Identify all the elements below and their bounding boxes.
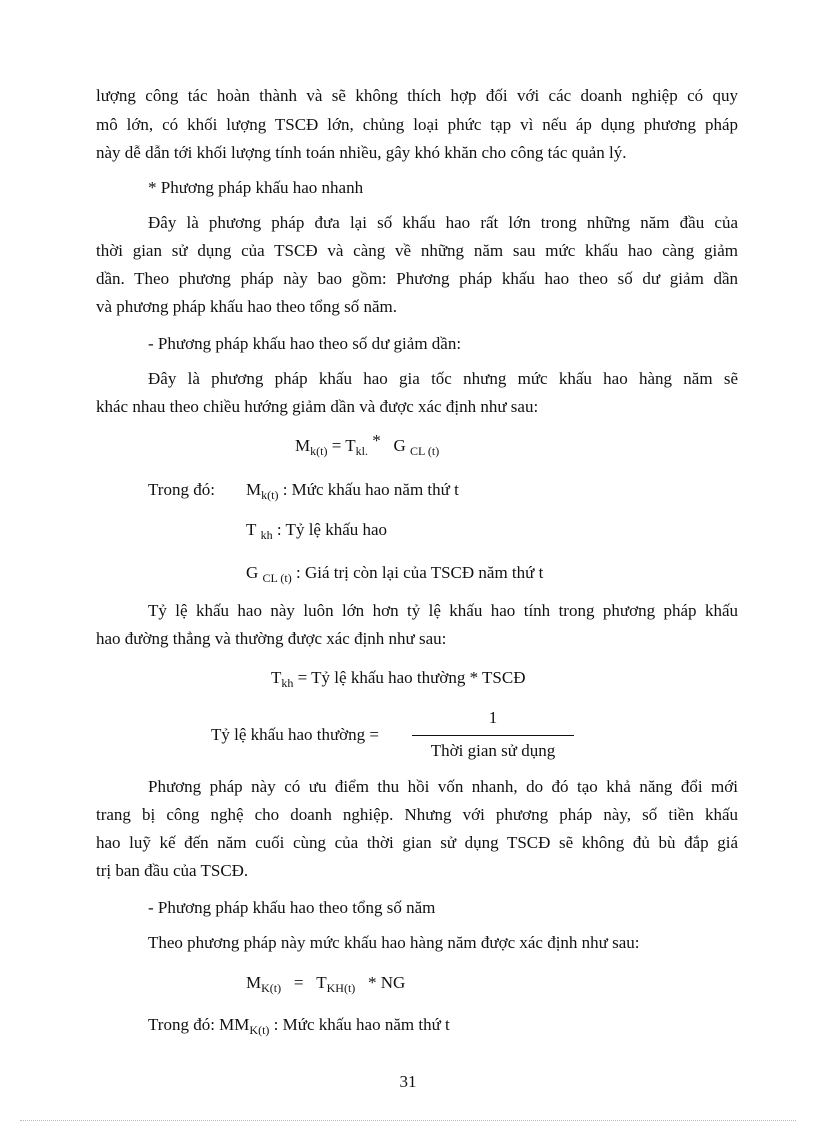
definition-m-sum: Trong đó: $MM_{K(t)}$ : Mức khấu hao năm thứ t	[148, 1015, 450, 1037]
paragraph-line: trang bị công nghệ cho doanh nghiệp. Nhưng với phương pháp này, số tiền khấu	[96, 805, 738, 824]
paragraph-line: này dễ dẫn tới khối lượng tính toán nhiều, gây khó khăn cho công tác quản lý.	[96, 143, 627, 162]
fraction-bar	[412, 735, 574, 736]
paragraph-line: hao luỹ kế đến năm cuối cùng của thời gian sử dụng TSCĐ sẽ không đủ bù đắp giá	[96, 833, 738, 852]
paragraph-line: hao đường thẳng và thường được xác định như sau:	[96, 629, 447, 648]
fraction-numerator: 1	[488, 708, 498, 727]
definition-m: $M_{k(t)}$ : Mức khấu hao năm thứ t	[246, 480, 459, 502]
paragraph-line: Đây là phương pháp đưa lại số khấu hao rất lớn trong những năm đầu của	[148, 213, 738, 232]
paragraph-line: Đây là phương pháp khấu hao gia tốc nhưng mức khấu hao hàng năm sẽ	[148, 369, 738, 388]
subsection-heading: - Phương pháp khấu hao theo tổng số năm	[148, 898, 436, 917]
definition-t: T $_{kh}$ : Tỷ lệ khấu hao	[246, 520, 388, 542]
definition-g: G $_{CL (t)}$ : Giá trị còn lại của TSCĐ năm thứ t	[246, 563, 544, 585]
paragraph-line: mô lớn, có khối lượng TSCĐ lớn, chủng loại phức tạp vì nếu áp dụng phương pháp	[96, 115, 738, 134]
paragraph-line: Tỷ lệ khấu hao này luôn lớn hơn tỷ lệ khấu hao tính trong phương pháp khấu	[148, 601, 738, 620]
paragraph-line: dần. Theo phương pháp này bao gồm: Phương pháp khấu hao theo số dư giảm dần	[96, 269, 738, 288]
formula-declining-balance: $M_{k(t)} = T_{kl.}$ * G $_{CL (t)}$	[295, 431, 440, 458]
formula-sum-of-years: $M_{K(t)}$ = $T_{KH(t)}$ * NG	[246, 973, 406, 995]
fraction-denominator: Thời gian sử dụng	[430, 741, 556, 760]
formula-normal-rate-lhs: Tỷ lệ khấu hao thường =	[211, 725, 380, 744]
formula-rate: $T_{kh}$ = Tỷ lệ khấu hao thường * TSCĐ	[271, 668, 526, 690]
subsection-heading: - Phương pháp khấu hao theo số dư giảm dần:	[148, 334, 462, 353]
paragraph-line: lượng công tác hoàn thành và sẽ không thích hợp đối với các doanh nghiệp có quy	[96, 86, 738, 105]
where-label: Trong đó:	[148, 480, 215, 499]
footer-divider	[20, 1120, 796, 1121]
paragraph-line: khác nhau theo chiều hướng giảm dần và được xác định như sau:	[96, 397, 539, 416]
page-number: 31	[399, 1072, 417, 1091]
paragraph-line: thời gian sử dụng của TSCĐ và càng về những năm sau mức khấu hao càng giảm	[96, 241, 738, 260]
paragraph-line: và phương pháp khấu hao theo tổng số năm.	[96, 297, 398, 316]
paragraph-line: Theo phương pháp này mức khấu hao hàng năm được xác định như sau:	[148, 933, 640, 952]
paragraph-line: Phương pháp này có ưu điểm thu hồi vốn nhanh, do đó tạo khả năng đổi mới	[148, 777, 738, 796]
section-heading: * Phương pháp khấu hao nhanh	[148, 178, 364, 197]
paragraph-line: trị ban đầu của TSCĐ.	[96, 861, 249, 880]
